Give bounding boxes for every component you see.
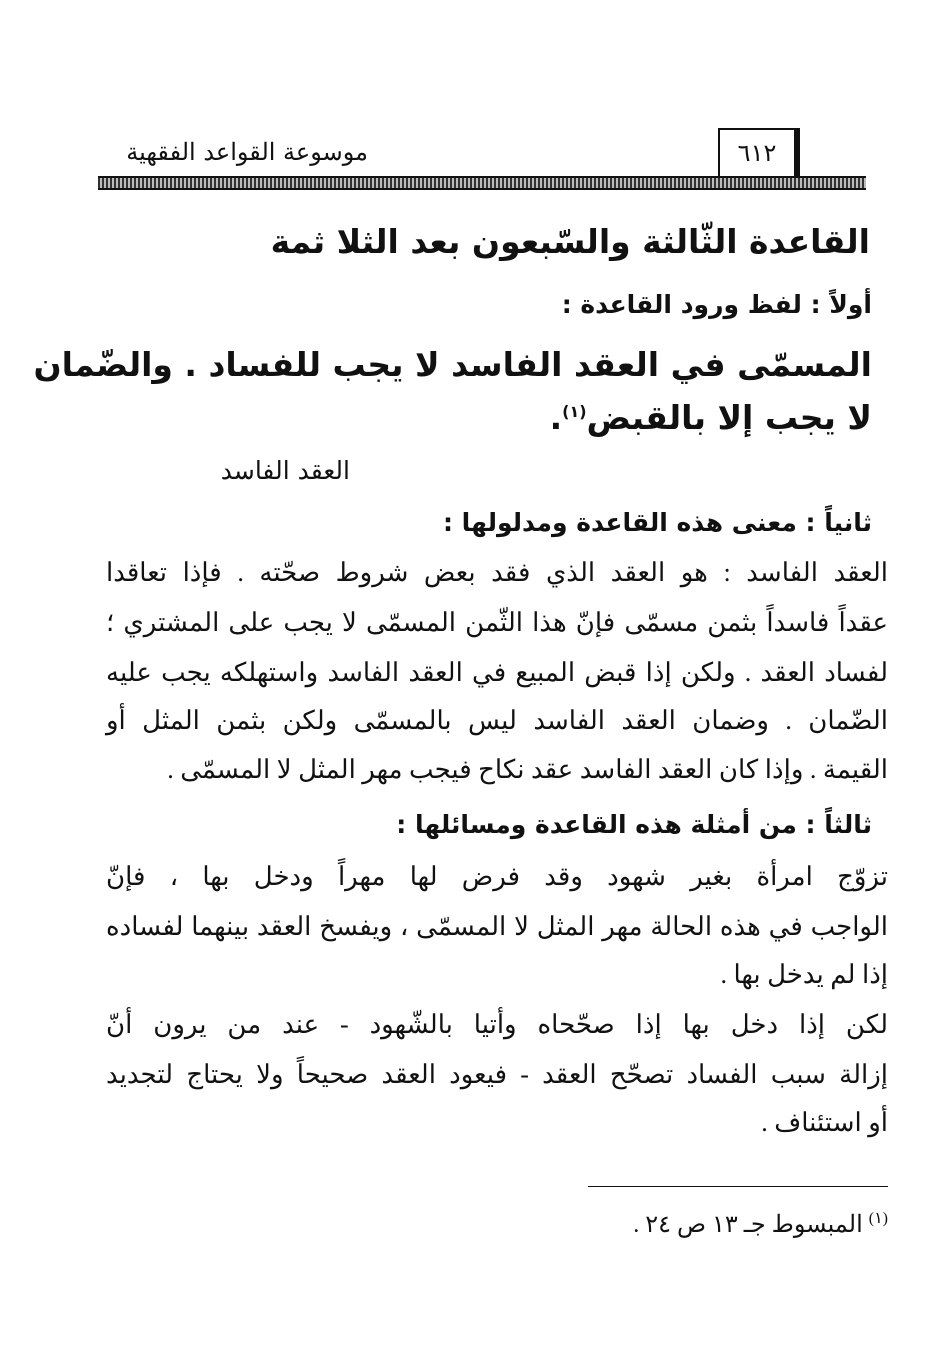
rule-statement-line-1: المسمّى في العقد الفاسد لا يجب للفساد . والضّمان — [33, 345, 872, 384]
body-line: القيمة . وإذا كان العقد الفاسد عقد نكاح فيجب مهر المثل لا المسمّى . — [167, 755, 888, 784]
body-line: عقداً فاسداً بثمن مسمّى فإنّ هذا الثّمن المسمّى لا يجب على المشتري ؛ — [106, 608, 888, 637]
section-one-heading: أولاً : لفظ ورود القاعدة : — [561, 290, 872, 319]
body-line: أو استئناف . — [761, 1108, 888, 1137]
footnote-divider — [588, 1186, 888, 1187]
body-line: إزالة سبب الفساد تصحّح العقد - فيعود العقد صحيحاً ولا يحتاج لتجديد — [106, 1060, 888, 1089]
body-line: الضّمان . وضمان العقد الفاسد ليس بالمسمّى ولكن بثمن المثل أو — [106, 706, 888, 735]
body-line: لكن إذا دخل بها إذا صحّحاه وأتيا بالشّهود - عند من يرون أنّ — [106, 1010, 888, 1039]
footnote-marker: (١) — [868, 1210, 888, 1227]
page-number: ٦١٢ — [718, 128, 800, 176]
body-line: تزوّج امرأة بغير شهود وقد فرض لها مهراً ودخل بها ، فإنّ — [106, 862, 888, 891]
body-line: إذا لم يدخل بها . — [720, 960, 888, 989]
section-three-heading: ثالثاً : من أمثلة هذه القاعدة ومسائلها : — [396, 810, 872, 839]
footnote — [488, 1208, 888, 1239]
subtitle: العقد الفاسد — [220, 456, 350, 485]
rule-title: القاعدة الثّالثة والسّبعون بعد الثلا ثمة — [270, 222, 870, 261]
rule-statement-line-2 — [102, 398, 872, 437]
footnote-reference: (١) — [562, 402, 587, 421]
rule-statement-text: لا يجب إلا بالقبض — [586, 398, 872, 437]
running-header-title: موسوعة القواعد الفقهية — [126, 138, 368, 166]
body-line: الواجب في هذه الحالة مهر المثل لا المسمّى ، ويفسخ العقد بينهما لفساده — [106, 912, 888, 941]
body-line: لفساد العقد . ولكن إذا قبض المبيع في العقد الفاسد واستهلكه يجب عليه — [106, 658, 888, 687]
rule-statement-end: . — [549, 398, 563, 437]
section-two-heading: ثانياً : معنى هذه القاعدة ومدلولها : — [442, 508, 872, 537]
header-divider — [98, 176, 866, 190]
body-line: العقد الفاسد : هو العقد الذي فقد بعض شروط صحّته . فإذا تعاقدا — [106, 558, 888, 587]
footnote-text: المبسوط جـ ١٣ ص ٢٤ . — [633, 1212, 863, 1238]
